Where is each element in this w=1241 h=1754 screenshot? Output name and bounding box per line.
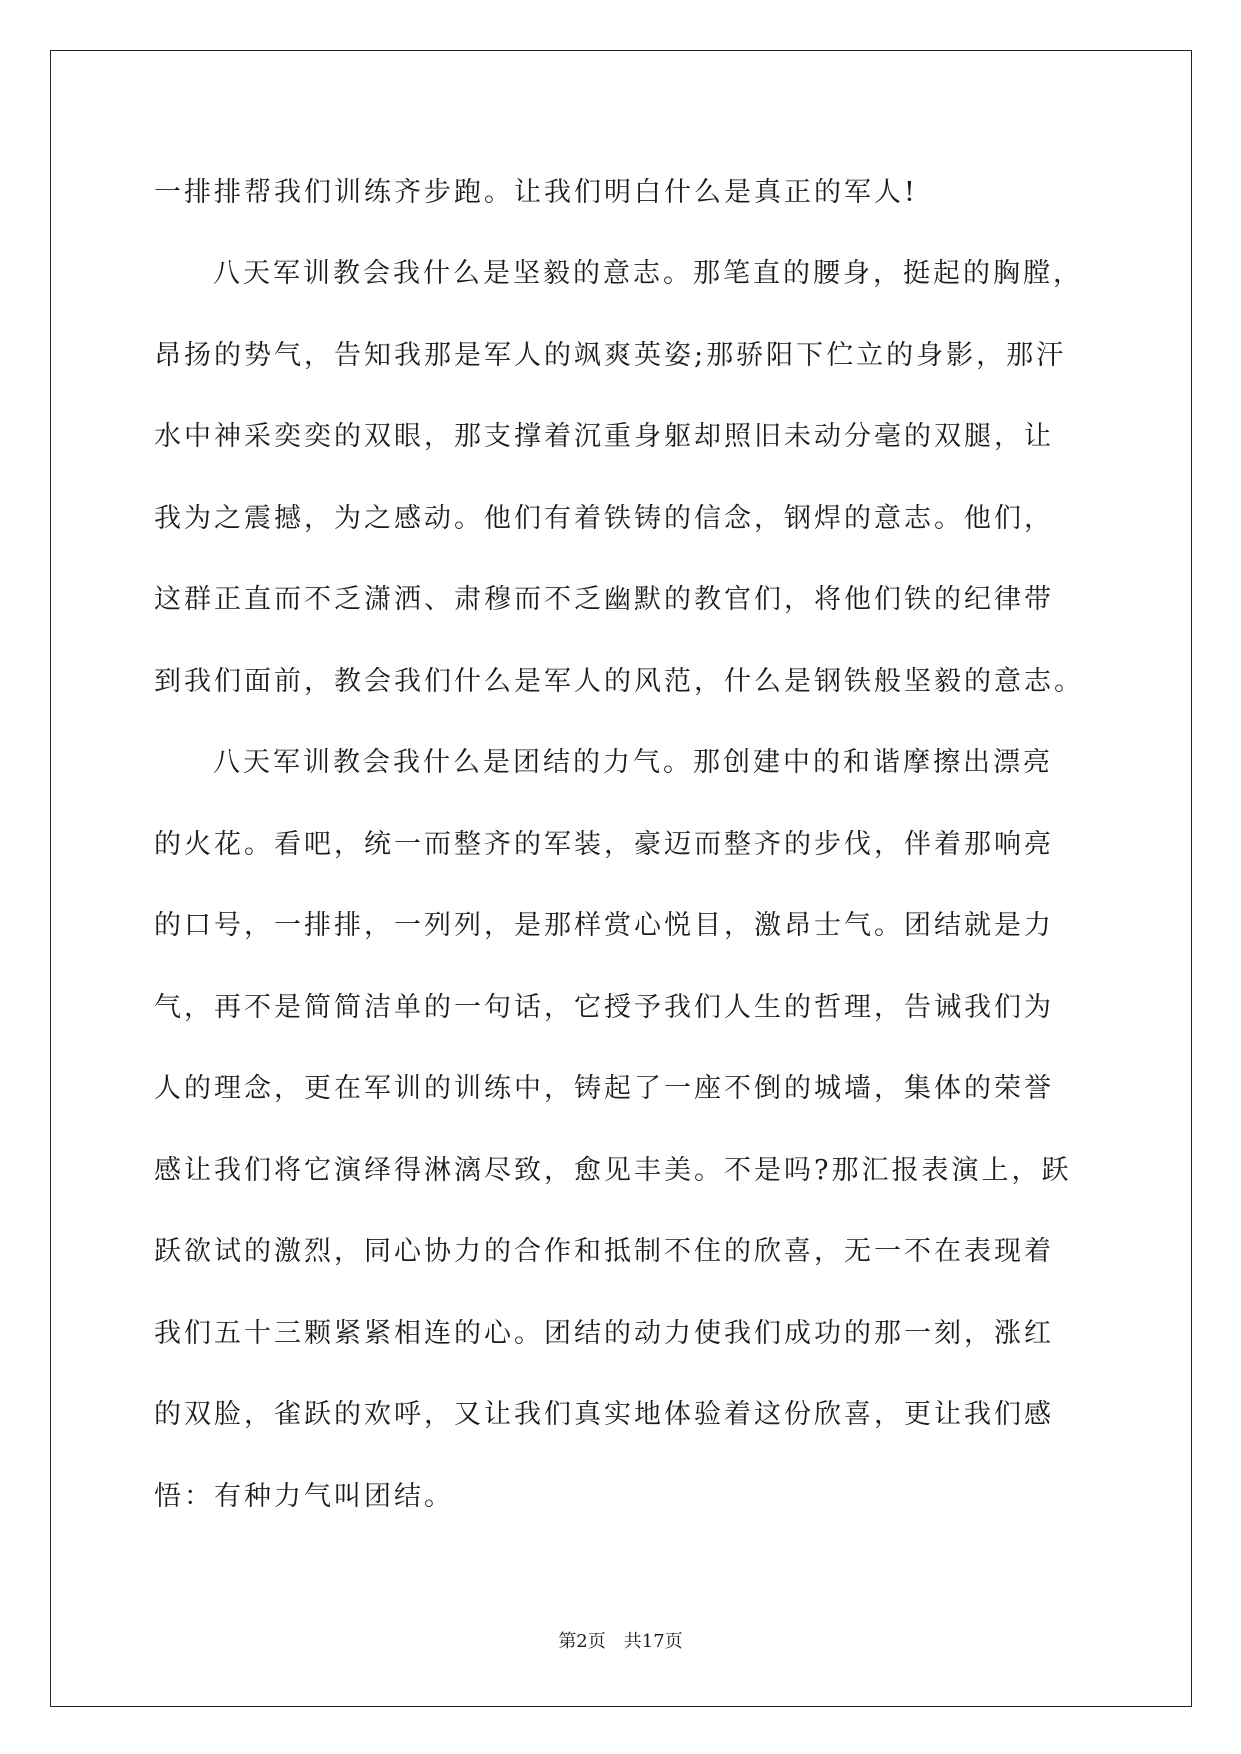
text-line: 昂扬的势气，告知我那是军人的飒爽英姿;那骄阳下伫立的身影，那汗: [154, 340, 1067, 371]
text-line: 感让我们将它演绎得淋漓尽致，愈见丰美。不是吗?那汇报表演上，跃: [154, 1155, 1072, 1186]
text-line: 一排排帮我们训练齐步跑。让我们明白什么是真正的军人!: [154, 177, 918, 208]
text-line: 我们五十三颗紧紧相连的心。团结的动力使我们成功的那一刻，涨红: [154, 1318, 1054, 1349]
text-line: 的火花。看吧，统一而整齐的军装，豪迈而整齐的步伐，伴着那响亮: [154, 829, 1054, 860]
text-line: 八天军训教会我什么是坚毅的意志。那笔直的腰身，挺起的胸膛，: [213, 258, 1083, 289]
page-number-footer: 第2页 共17页: [558, 1631, 683, 1652]
text-line: 八天军训教会我什么是团结的力气。那创建中的和谐摩擦出漂亮: [213, 747, 1053, 778]
text-line: 气，再不是简简洁单的一句话，它授予我们人生的哲理，告诫我们为: [154, 992, 1054, 1023]
text-line: 的双脸，雀跃的欢呼，又让我们真实地体验着这份欣喜，更让我们感: [154, 1399, 1054, 1430]
text-line: 这群正直而不乏潇洒、肃穆而不乏幽默的教官们，将他们铁的纪律带: [154, 584, 1054, 615]
text-line: 水中神采奕奕的双眼，那支撑着沉重身躯却照旧未动分毫的双腿，让: [154, 421, 1054, 452]
text-line: 我为之震撼，为之感动。他们有着铁铸的信念，钢焊的意志。他们，: [154, 503, 1054, 534]
text-line: 跃欲试的激烈，同心协力的合作和抵制不住的欣喜，无一不在表现着: [154, 1236, 1054, 1267]
text-line: 的口号，一排排，一列列，是那样赏心悦目，激昂士气。团结就是力: [154, 910, 1054, 941]
text-line: 人的理念，更在军训的训练中，铸起了一座不倒的城墙，集体的荣誉: [154, 1073, 1054, 1104]
page-border: [50, 50, 1192, 1707]
text-line: 到我们面前，教会我们什么是军人的风范，什么是钢铁般坚毅的意志。: [154, 666, 1084, 697]
text-line: 悟：有种力气叫团结。: [154, 1481, 454, 1512]
